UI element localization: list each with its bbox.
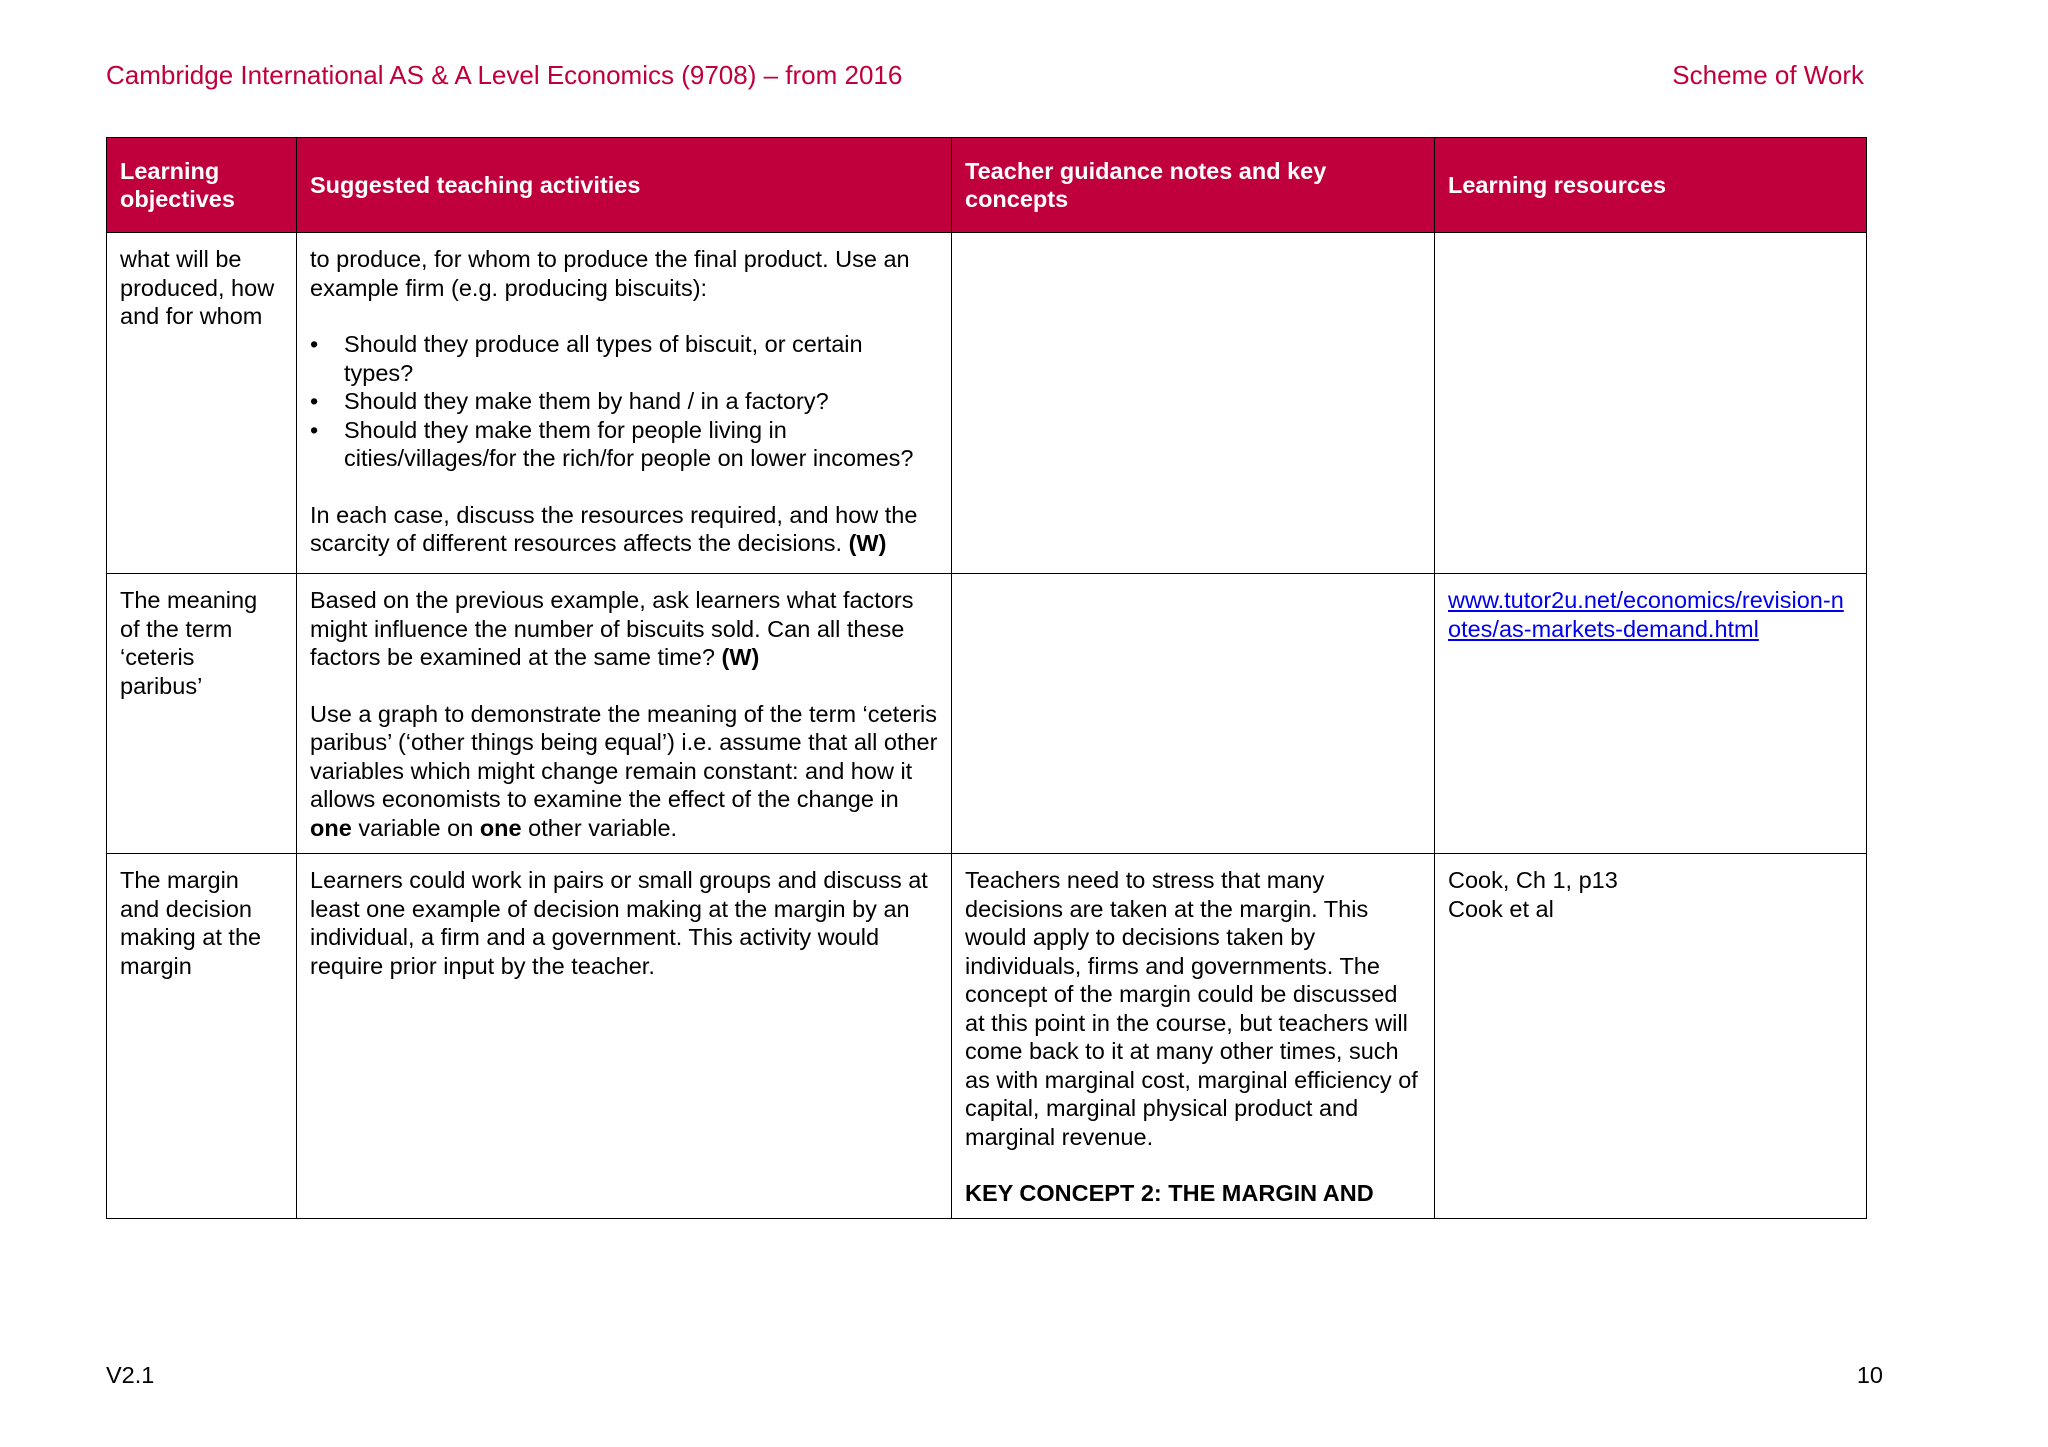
guidance-text: Teachers need to stress that many decisions are taken at the margin. This would apply to decisions taken by individuals, firms and governments. The concept of the margin could be discussed at this point in the course, but teachers will come back to it at many other times, such as with marginal cost, marginal efficiency of capital, marginal physical product and marginal revenue.	[965, 867, 1418, 1150]
page-number: 10	[1856, 1362, 1883, 1388]
scheme-of-work-table	[106, 137, 1867, 1219]
activities-paragraph	[310, 700, 938, 843]
resources-cell	[1435, 854, 1867, 1219]
emphasis-text: one	[310, 814, 352, 841]
table-header-row	[107, 138, 1867, 233]
guidance-cell	[952, 854, 1435, 1219]
list-item-text: Should they make them by hand / in a factory?	[344, 388, 829, 414]
column-header-learning-objectives: Learning objectives	[107, 138, 297, 233]
activities-cell	[297, 233, 952, 574]
table-row	[107, 854, 1867, 1219]
key-concept-heading	[965, 1179, 1421, 1208]
column-header-guidance-notes: Teacher guidance notes and key concepts	[952, 138, 1435, 233]
activities-cell	[297, 574, 952, 854]
activities-bullet-list	[310, 330, 938, 473]
column-header-learning-resources: Learning resources	[1435, 138, 1867, 233]
activities-cell: Learners could work in pairs or small groups and discuss at least one example of decision making at the margin by an individual, a firm and a government. This activity would require prior input by the teacher.	[297, 854, 952, 1219]
resource-reference: Cook, Ch 1, p13	[1448, 867, 1618, 893]
list-item	[310, 330, 938, 387]
key-concept-text: KEY CONCEPT 2: THE MARGIN AND	[965, 1180, 1374, 1206]
closing-text: In each case, discuss the resources required, and how the scarcity of different resources affects the decisions.	[310, 501, 918, 556]
column-header-teaching-activities: Suggested teaching activities	[297, 138, 952, 233]
resources-cell	[1435, 574, 1867, 854]
paragraph-text: other variable.	[528, 814, 678, 841]
activities-paragraph	[310, 586, 938, 672]
version-label: V2.1	[106, 1362, 155, 1388]
list-item	[310, 387, 938, 416]
activities-closing	[310, 501, 938, 558]
paragraph-text: Based on the previous example, ask learners what factors might influence the number of biscuits sold. Can all these factors be examined at the same time?	[310, 587, 914, 670]
list-item	[310, 416, 938, 473]
scheme-label: Scheme of Work	[1672, 60, 1864, 90]
table-row	[107, 233, 1867, 574]
paragraph-text: Use a graph to demonstrate the meaning of the term ‘ceteris paribus’ (‘other things being equal’) i.e. assume that all other variables which might change remain constant: and how it allows economists to examine the effect of the change in	[310, 700, 938, 812]
table-row	[107, 574, 1867, 854]
resources-cell	[1435, 233, 1867, 574]
guidance-cell	[952, 233, 1435, 574]
objective-cell: The margin and decision making at the margin	[107, 854, 297, 1219]
emphasis-text: one	[479, 814, 522, 841]
activities-intro: to produce, for whom to produce the final product. Use an example firm (e.g. producing biscuits):	[310, 246, 910, 301]
resource-link[interactable]: www.tutor2u.net/economics/revision-notes/as-markets-demand.html	[1448, 587, 1844, 642]
bullet-icon: •	[310, 416, 319, 443]
bullet-icon: •	[310, 388, 319, 414]
objective-cell: what will be produced, how and for whom	[107, 233, 297, 574]
document-title: Cambridge International AS & A Level Economics (9708) – from 2016	[106, 60, 903, 90]
objective-cell: The meaning of the term ‘ceteris paribus’	[107, 574, 297, 854]
list-item-text: Should they make them for people living in cities/villages/for the rich/for people on lower incomes?	[344, 416, 914, 471]
list-item-text: Should they produce all types of biscuit, or certain types?	[344, 331, 863, 386]
guidance-cell	[952, 574, 1435, 854]
bullet-icon: •	[310, 331, 319, 357]
written-activity-tag: (W)	[848, 530, 887, 556]
written-activity-tag: (W)	[721, 644, 760, 670]
resource-reference: Cook et al	[1448, 895, 1554, 922]
paragraph-text: variable on	[358, 814, 474, 841]
